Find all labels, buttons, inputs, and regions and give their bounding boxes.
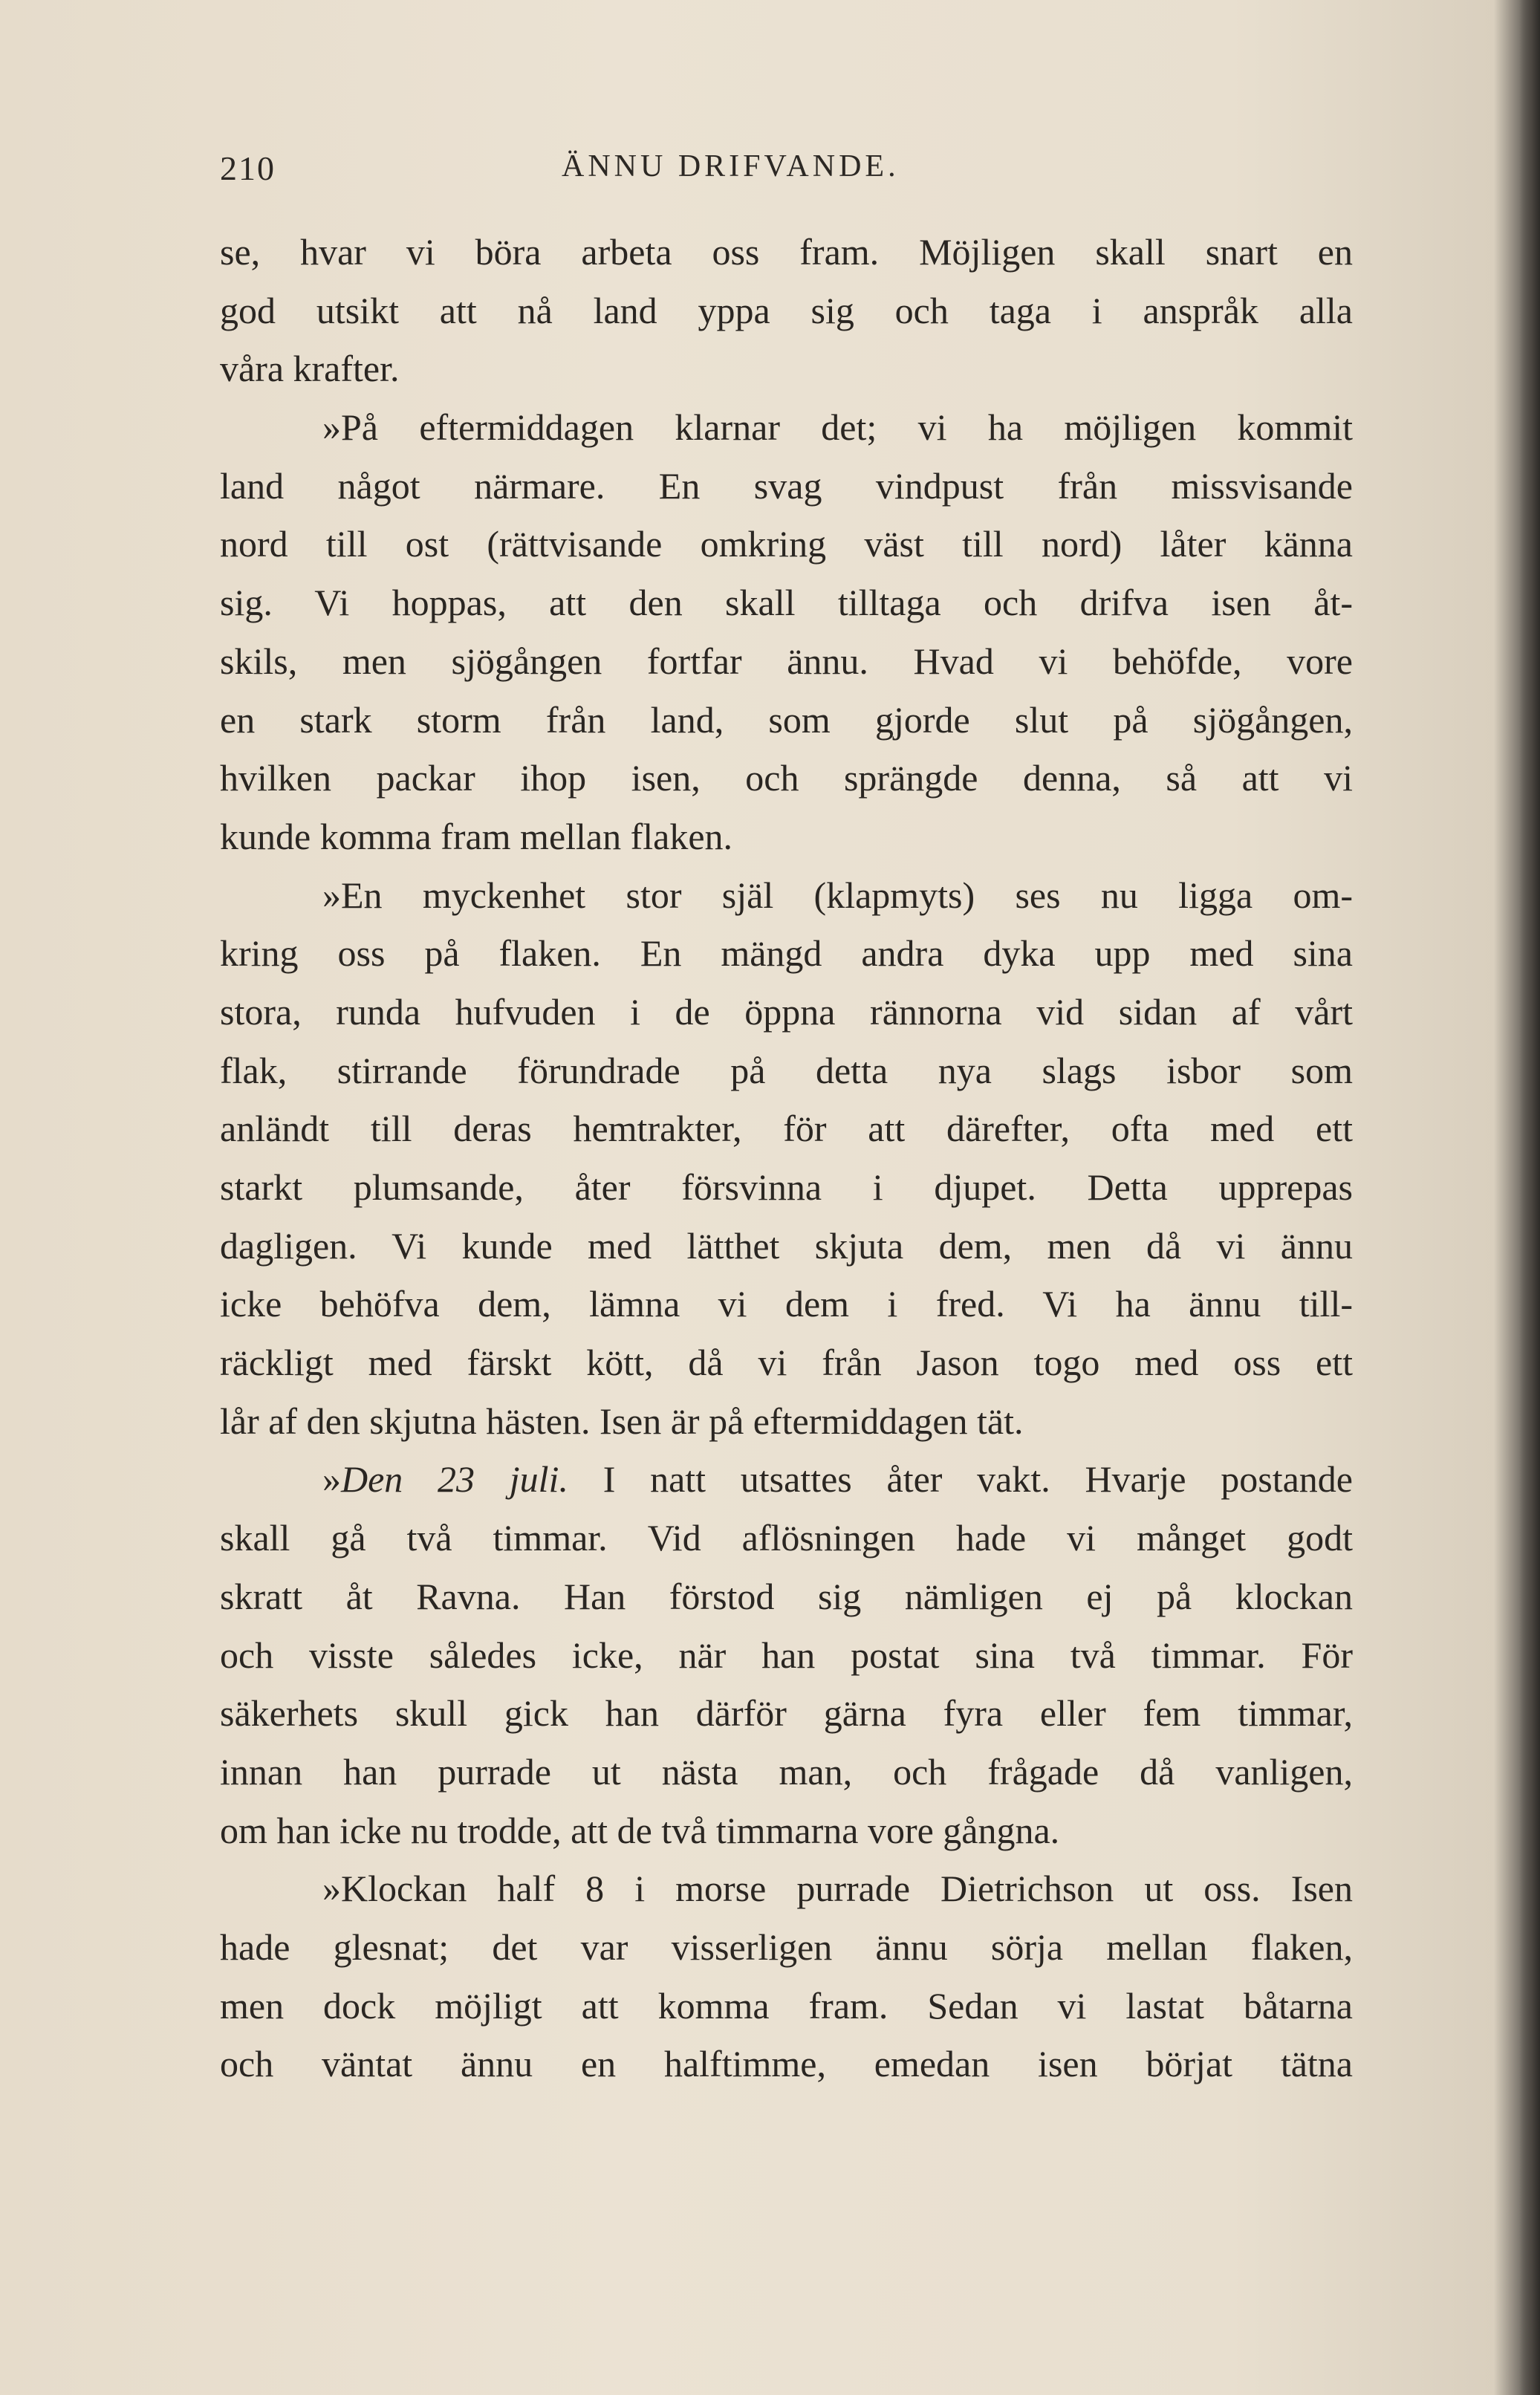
date-heading: Den 23 juli. — [341, 1458, 568, 1501]
text-line: skils, men sjögången fortfar ännu. Hvad vi behöfde, vore — [220, 640, 1353, 682]
text-line: innan han purrade ut nästa man, och frågade då vanligen, — [220, 1750, 1353, 1793]
text-line: se, hvar vi böra arbeta oss fram. Möjligen skall snart en — [220, 231, 1353, 273]
page-edge-shadow — [1519, 0, 1540, 2395]
text-line — [220, 1450, 1353, 1509]
text-line: och väntat ännu en halftimme, emedan isen börjat tätna — [220, 2043, 1353, 2085]
text-line: »En myckenhet stor själ (klapmyts) ses nu ligga om- — [322, 874, 1353, 916]
text-line: stora, runda hufvuden i de öppna rännorna vid sidan af vårt — [220, 990, 1353, 1033]
quote-mark: » — [322, 1458, 341, 1501]
text-line: starkt plumsande, åter försvinna i djupet. Detta upprepas — [220, 1166, 1353, 1208]
text-line: anländt till deras hemtrakter, för att därefter, ofta med ett — [220, 1108, 1353, 1150]
text-line: nord till ost (rättvisande omkring väst till nord) låter känna — [220, 523, 1353, 565]
text-line: land något närmare. En svag vindpust från missvisande — [220, 464, 1353, 507]
text-line: lår af den skjutna hästen. Isen är på eftermiddagen tät. — [220, 1400, 1024, 1442]
text-line: om han icke nu trodde, att de två timmarna vore gångna. — [220, 1809, 1060, 1851]
text-line: sig. Vi hoppas, att den skall tilltaga och drifva isen åt- — [220, 582, 1353, 624]
text-line: hade glesnat; det var visserligen ännu sörja mellan flaken, — [220, 1926, 1353, 1968]
text-line: våra krafter. — [220, 348, 400, 390]
text-line: »Klockan half 8 i morse purrade Dietrichson ut oss. Isen — [322, 1868, 1353, 1910]
text-line: kunde komma fram mellan flaken. — [220, 815, 733, 857]
running-title: ÄNNU DRIFVANDE. — [562, 149, 900, 183]
body-text — [220, 223, 1353, 2093]
text-line: »På eftermiddagen klarnar det; vi ha möjligen kommit — [322, 406, 1353, 449]
text-line: men dock möjligt att komma fram. Sedan vi lastat båtarna — [220, 1984, 1353, 2027]
text-line: räckligt med färskt kött, då vi från Jason togo med oss ett — [220, 1342, 1353, 1384]
text-line: hvilken packar ihop isen, och sprängde denna, så att vi — [220, 757, 1353, 799]
text-line: god utsikt att nå land yppa sig och taga i anspråk alla — [220, 289, 1353, 331]
text-line: en stark storm från land, som gjorde slut på sjögången, — [220, 698, 1353, 741]
text-line: och visste således icke, när han postat sina två timmar. För — [220, 1634, 1353, 1676]
text-line: skratt åt Ravna. Han förstod sig nämligen ej på klockan — [220, 1575, 1353, 1617]
text-line: flak, stirrande förundrade på detta nya slags isbor som — [220, 1049, 1353, 1091]
text-line: säkerhets skull gick han därför gärna fyra eller fem timmar, — [220, 1692, 1353, 1735]
text-line: skall gå två timmar. Vid aflösningen hade vi månget godt — [220, 1517, 1353, 1559]
page-header — [220, 149, 1349, 201]
text-line: dagligen. Vi kunde med lätthet skjuta dem, men då vi ännu — [220, 1224, 1353, 1267]
line-text: I natt utsattes åter vakt. Hvarje postande — [568, 1458, 1353, 1501]
text-line: icke behöfva dem, lämna vi dem i fred. Vi ha ännu till- — [220, 1283, 1353, 1325]
text-line: kring oss på flaken. En mängd andra dyka upp med sina — [220, 932, 1353, 975]
page-number: 210 — [220, 149, 276, 187]
